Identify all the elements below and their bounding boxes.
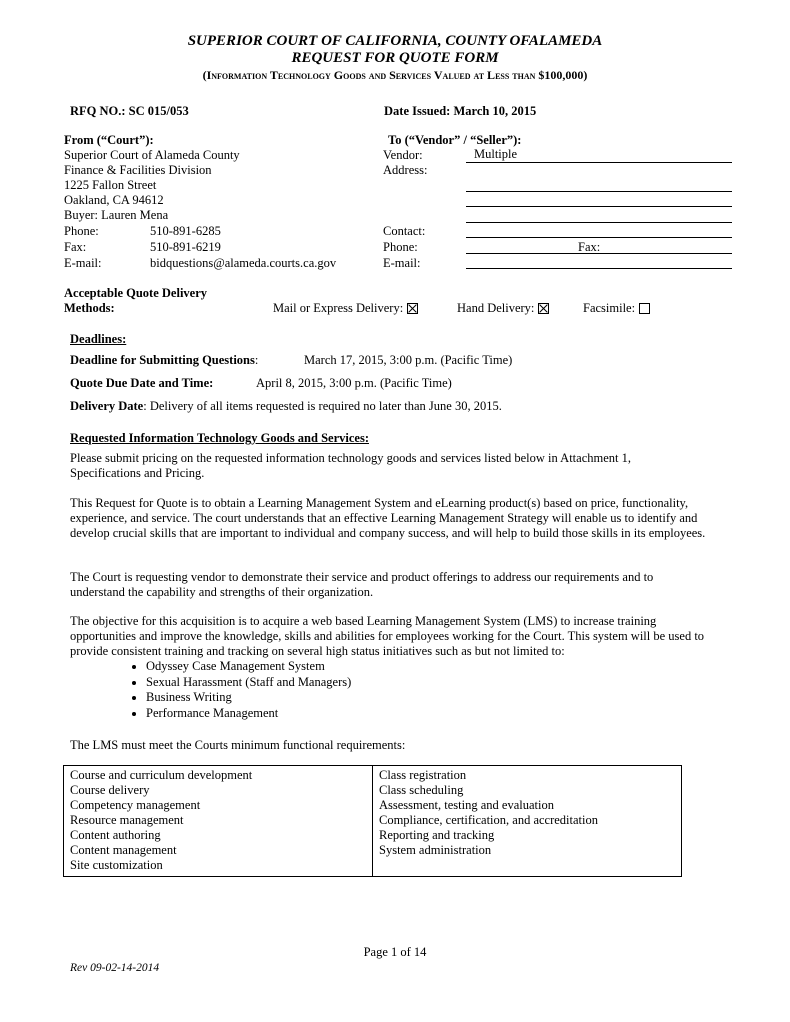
requirement-item: Compliance, certification, and accreditation [379, 813, 599, 827]
requirement-item: Content management [70, 843, 177, 857]
requirement-item: Class scheduling [379, 783, 464, 797]
delivery-date-value: : Delivery of all items requested is required no later than June 30, 2015. [143, 399, 502, 413]
buyer-name: Buyer: Lauren Mena [64, 208, 169, 222]
date-issued: Date Issued: March 10, 2015 [384, 104, 537, 118]
deadlines-heading: Deadlines: [70, 332, 127, 346]
address-label: Address: [383, 163, 428, 177]
from-fax-label: Fax: [64, 240, 87, 254]
delivery-date [70, 399, 502, 414]
from-heading: From (“Court”): [64, 133, 154, 147]
requirement-item: Course and curriculum development [70, 768, 253, 782]
address-field-line[interactable] [466, 206, 732, 207]
contact-field-line[interactable] [466, 237, 732, 238]
questions-deadline-value: March 17, 2015, 3:00 p.m. (Pacific Time) [304, 353, 513, 367]
initiatives-list [130, 659, 351, 721]
from-line: 1225 Fallon Street [64, 178, 157, 192]
hand-delivery-checkbox[interactable] [538, 303, 549, 314]
to-heading: To (“Vendor” / “Seller”): [388, 133, 522, 147]
requirements-left-column [64, 766, 373, 877]
quote-due-value: April 8, 2015, 3:00 p.m. (Pacific Time) [256, 376, 452, 390]
requirement-item: Course delivery [70, 783, 150, 797]
facsimile-label: Facsimile: [583, 301, 636, 315]
from-email-label: E-mail: [64, 256, 102, 270]
list-item: • Sexual Harassment (Staff and Managers) [146, 675, 351, 691]
requirement-item: Reporting and tracking [379, 828, 495, 842]
from-line: Oakland, CA 94612 [64, 193, 164, 207]
hand-delivery-option [457, 301, 549, 316]
questions-deadline-label: Deadline for Submitting Questions [70, 353, 255, 367]
requirement-item: Content authoring [70, 828, 161, 842]
list-item: • Performance Management [146, 706, 351, 722]
vendor-field-line[interactable] [466, 162, 732, 163]
to-email-label: E-mail: [383, 256, 421, 270]
table-row [64, 766, 682, 877]
contact-label: Contact: [383, 224, 426, 238]
requested-heading: Requested Information Technology Goods and Services: [70, 431, 369, 445]
facsimile-checkbox[interactable] [639, 303, 650, 314]
rfq-number: RFQ NO.: SC 015/053 [70, 104, 189, 118]
paragraph-vendor-demo: The Court is requesting vendor to demonstrate their service and product offerings to address our requirements and to understand the capability and strengths of their organization. [70, 570, 654, 599]
questions-deadline: Deadline for Submitting Questions: [70, 353, 259, 367]
from-fax: 510-891-6219 [150, 240, 221, 254]
delivery-date-label: Delivery Date [70, 399, 144, 413]
form-title: REQUEST FOR QUOTE FORM [291, 50, 499, 66]
address-field-line[interactable] [466, 222, 732, 223]
quote-due-label: Quote Due Date and Time [70, 376, 210, 390]
document-title: SUPERIOR COURT OF CALIFORNIA, COUNTY OFALAMEDA [187, 33, 603, 49]
list-item: • Odyssey Case Management System [146, 659, 351, 675]
quote-due: Quote Due Date and Time: [70, 376, 214, 390]
list-item: • Business Writing [146, 690, 351, 706]
paragraph-purpose: This Request for Quote is to obtain a Learning Management System and eLearning product(s) based on price, functionality, experience, and service. The court understands that an effective Learning Management Strategy will enable us to identify and develop crucial skills that are important to individual and company success, and will help to build those skills in its employees. [70, 496, 706, 540]
requirement-item: Assessment, testing and evaluation [379, 798, 554, 812]
requirement-item: Competency management [70, 798, 201, 812]
from-email: bidquestions@alameda.courts.ca.gov [150, 256, 337, 270]
form-subtitle: (Information Technology Goods and Services Valued at Less than $100,000) [202, 68, 588, 82]
vendor-value: Multiple [474, 147, 518, 161]
email-field-line[interactable] [466, 268, 732, 269]
revision-label: Rev 09-02-14-2014 [70, 962, 160, 974]
from-phone: 510-891-6285 [150, 224, 221, 238]
requirements-right-column [373, 766, 682, 877]
delivery-methods-label-2: Methods: [64, 301, 115, 315]
paragraph-objective: The objective for this acquisition is to acquire a web based Learning Management System (LMS) to increase training opportunities and improve the knowledge, skills and abilities for employees working for the Court. This system will be used to provide consistent training and tracking on several high status initiatives such as but not limited to: [70, 614, 705, 658]
to-fax-label: Fax: [578, 240, 601, 254]
address-field-line[interactable] [466, 191, 732, 192]
requirement-item: Class registration [379, 768, 467, 782]
paragraph-pricing: Please submit pricing on the requested information technology goods and services listed below in Attachment 1, Specifications and Pricing. [70, 451, 631, 480]
vendor-label: Vendor: [383, 148, 423, 162]
facsimile-option [583, 301, 650, 316]
from-line: Finance & Facilities Division [64, 163, 212, 177]
to-phone-label: Phone: [383, 240, 418, 254]
requirements-table [63, 765, 682, 877]
hand-delivery-label: Hand Delivery: [457, 301, 535, 315]
page-number: Page 1 of 14 [363, 945, 427, 959]
mail-delivery-option [273, 301, 418, 316]
from-phone-label: Phone: [64, 224, 99, 238]
paragraph-requirements-intro: The LMS must meet the Courts minimum functional requirements: [70, 738, 406, 752]
delivery-methods-label: Acceptable Quote Delivery [64, 286, 208, 300]
from-line: Superior Court of Alameda County [64, 148, 240, 162]
requirement-item: Resource management [70, 813, 184, 827]
mail-delivery-label: Mail or Express Delivery: [273, 301, 404, 315]
phone-fax-field-line[interactable] [466, 253, 732, 254]
requirement-item: Site customization [70, 858, 163, 872]
requirement-item: System administration [379, 843, 492, 857]
mail-delivery-checkbox[interactable] [407, 303, 418, 314]
